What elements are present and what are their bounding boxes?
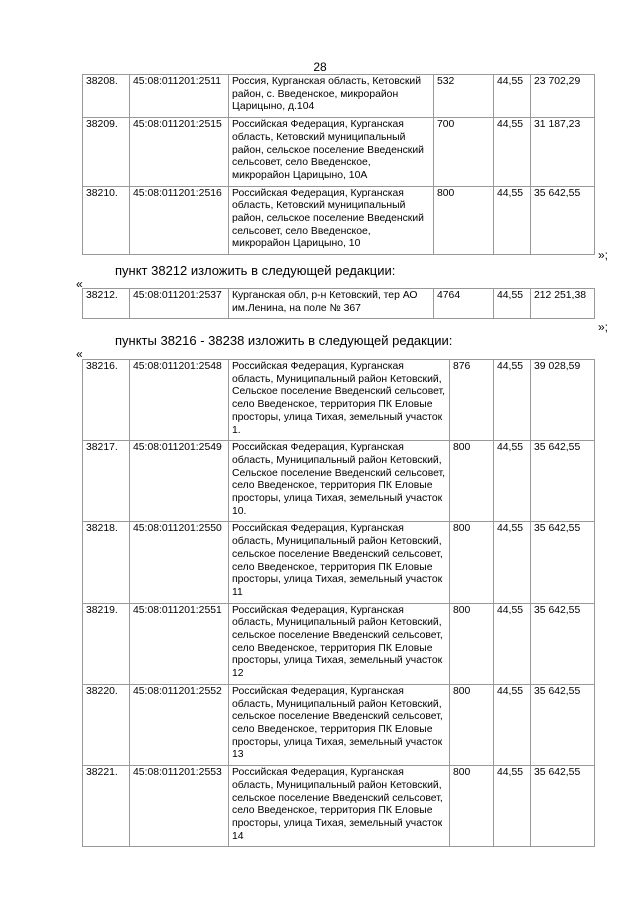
address-cell: Российская Федерация, Курганская область, Муниципальный район Кетовский, Сельское поселение Введенский сельсовет, село Введенское, территория ПК Еловые просторы, улица Тихая, земельный участок 1. (229, 360, 450, 441)
row-number-cell: 38218. (83, 522, 130, 603)
table-row (83, 766, 595, 847)
area-cell: 4764 (434, 289, 494, 319)
amount-cell: 23 702,29 (531, 75, 595, 118)
row-number-cell: 38216. (83, 360, 130, 441)
rate-cell: 44,55 (494, 186, 531, 255)
land-table-1-body (83, 75, 595, 255)
row-number-cell: 38221. (83, 766, 130, 847)
cadastral-number-cell: 45:08:011201:2549 (130, 441, 229, 522)
table-row (83, 75, 595, 118)
paragraph-1: пункт 38212 изложить в следующей редакции: (115, 263, 396, 278)
closing-quote-2: »; (598, 320, 609, 334)
table-row (83, 186, 595, 255)
area-cell: 700 (434, 118, 494, 187)
amount-cell: 35 642,55 (531, 684, 595, 765)
cadastral-number-cell: 45:08:011201:2551 (130, 603, 229, 684)
amount-cell: 39 028,59 (531, 360, 595, 441)
area-cell: 876 (450, 360, 494, 441)
row-number-cell: 38208. (83, 75, 130, 118)
amount-cell: 35 642,55 (531, 603, 595, 684)
rate-cell: 44,55 (494, 360, 531, 441)
table-row (83, 360, 595, 441)
cadastral-number-cell: 45:08:011201:2553 (130, 766, 229, 847)
amount-cell: 35 642,55 (531, 186, 595, 255)
address-cell: Курганская обл, р-н Кетовский, тер АО им.Ленина, на поле № 367 (229, 289, 434, 319)
address-cell: Российская Федерация, Курганская область, Муниципальный район Кетовский, сельское поселение Введенский сельсовет, село Введенское, территория ПК Еловые просторы, улица Тихая, земельный участок 12 (229, 603, 450, 684)
cadastral-number-cell: 45:08:011201:2548 (130, 360, 229, 441)
table-row (83, 684, 595, 765)
land-table-2 (82, 288, 595, 319)
area-cell: 800 (450, 441, 494, 522)
row-number-cell: 38209. (83, 118, 130, 187)
area-cell: 800 (450, 766, 494, 847)
rate-cell: 44,55 (494, 766, 531, 847)
land-table-2-body (83, 289, 595, 319)
rate-cell: 44,55 (494, 684, 531, 765)
table-row (83, 603, 595, 684)
cadastral-number-cell: 45:08:011201:2552 (130, 684, 229, 765)
cadastral-number-cell: 45:08:011201:2516 (130, 186, 229, 255)
cadastral-number-cell: 45:08:011201:2511 (130, 75, 229, 118)
page-number: 28 (313, 60, 327, 74)
amount-cell: 212 251,38 (531, 289, 595, 319)
cadastral-number-cell: 45:08:011201:2537 (130, 289, 229, 319)
address-cell: Российская Федерация, Курганская область, Муниципальный район Кетовский, сельское поселение Введенский сельсовет, село Введенское, территория ПК Еловые просторы, улица Тихая, земельный участок 14 (229, 766, 450, 847)
rate-cell: 44,55 (494, 118, 531, 187)
row-number-cell: 38219. (83, 603, 130, 684)
rate-cell: 44,55 (494, 603, 531, 684)
table-row (83, 441, 595, 522)
area-cell: 800 (434, 186, 494, 255)
address-cell: Россия, Курганская область, Кетовский район, с. Введенское, микрорайон Царицыно, д.104 (229, 75, 434, 118)
area-cell: 532 (434, 75, 494, 118)
opening-quote-2: « (76, 347, 83, 361)
row-number-cell: 38220. (83, 684, 130, 765)
opening-quote-1: « (76, 277, 83, 291)
rate-cell: 44,55 (494, 522, 531, 603)
table-row (83, 522, 595, 603)
land-table-1 (82, 74, 595, 255)
table-row (83, 289, 595, 319)
address-cell: Российская Федерация, Курганская область, Кетовский муниципальный район, сельское поселение Введенский сельсовет, село Введенское, микрорайон Царицыно, 10 (229, 186, 434, 255)
rate-cell: 44,55 (494, 75, 531, 118)
closing-quote-1: »; (598, 248, 609, 262)
area-cell: 800 (450, 603, 494, 684)
amount-cell: 31 187,23 (531, 118, 595, 187)
cadastral-number-cell: 45:08:011201:2515 (130, 118, 229, 187)
land-table-3 (82, 359, 595, 847)
area-cell: 800 (450, 522, 494, 603)
land-table-3-body (83, 360, 595, 847)
address-cell: Российская Федерация, Курганская область, Кетовский муниципальный район, сельское поселение Введенский сельсовет, село Введенское, микрорайон Царицыно, 10А (229, 118, 434, 187)
rate-cell: 44,55 (494, 289, 531, 319)
row-number-cell: 38212. (83, 289, 130, 319)
address-cell: Российская Федерация, Курганская область, Муниципальный район Кетовский, сельское поселение Введенский сельсовет, село Введенское, территория ПК Еловые просторы, улица Тихая, земельный участок 11 (229, 522, 450, 603)
address-cell: Российская Федерация, Курганская область, Муниципальный район Кетовский, сельское поселение Введенский сельсовет, село Введенское, территория ПК Еловые просторы, улица Тихая, земельный участок 13 (229, 684, 450, 765)
row-number-cell: 38210. (83, 186, 130, 255)
cadastral-number-cell: 45:08:011201:2550 (130, 522, 229, 603)
amount-cell: 35 642,55 (531, 522, 595, 603)
row-number-cell: 38217. (83, 441, 130, 522)
amount-cell: 35 642,55 (531, 766, 595, 847)
paragraph-2: пункты 38216 - 38238 изложить в следующей редакции: (115, 333, 453, 348)
area-cell: 800 (450, 684, 494, 765)
address-cell: Российская Федерация, Курганская область, Муниципальный район Кетовский, Сельское поселение Введенский сельсовет, село Введенское, территория ПК Еловые просторы, улица Тихая, земельный участок 10. (229, 441, 450, 522)
table-row (83, 118, 595, 187)
rate-cell: 44,55 (494, 441, 531, 522)
amount-cell: 35 642,55 (531, 441, 595, 522)
